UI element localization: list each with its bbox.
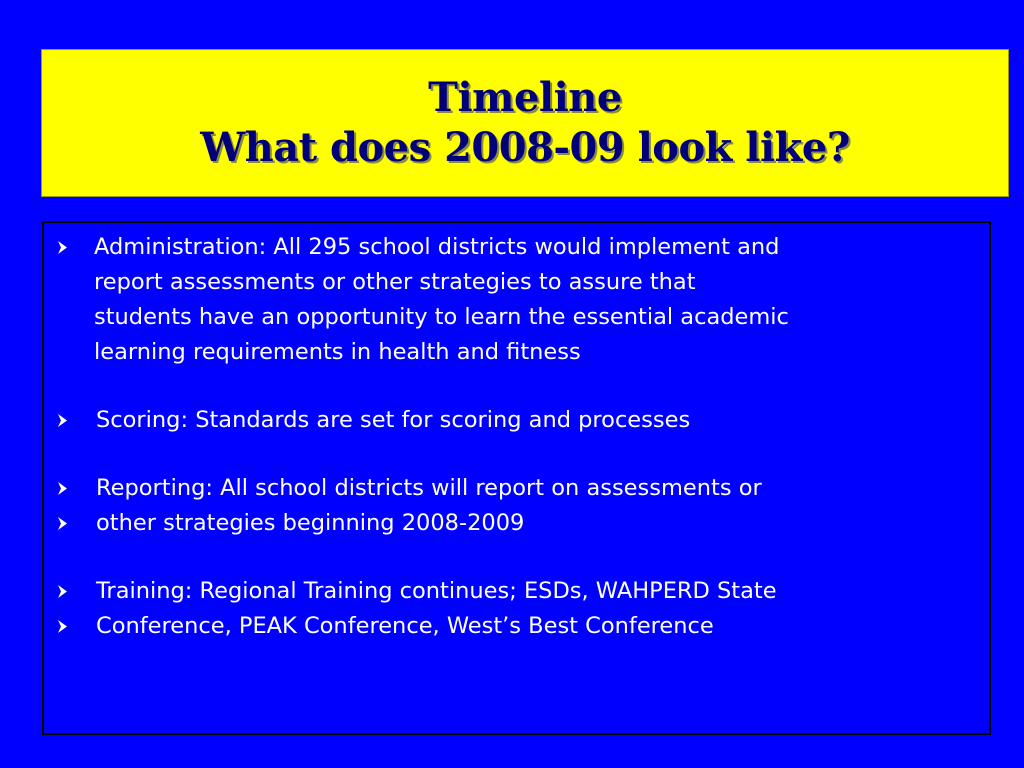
arrow-bullet-icon [56,609,80,644]
bullet-reporting [56,471,986,506]
bullet-reporting-continued [56,506,986,541]
spacer [56,438,986,471]
bullet-text: Training: Regional Training continues; ESDs, WAHPERD State [96,578,777,604]
bullet-text: Administration: All 295 school districts would implement and [94,234,780,260]
slide-subtitle: What does 2008-09 look like? [200,124,850,171]
bullet-training [56,574,986,609]
bullet-text: report assessments or other strategies to assure that [94,269,696,295]
arrow-bullet-icon [56,230,80,265]
bullet-text: students have an opportunity to learn the essential academic [94,304,789,330]
arrow-bullet-icon [56,506,80,541]
content-box [42,221,991,735]
slide-title: Timeline [428,74,622,121]
arrow-bullet-icon [56,574,80,609]
arrow-bullet-icon [56,471,80,506]
spacer [56,541,986,574]
spacer [56,370,986,403]
bullet-training-continued [56,609,986,644]
bullet-text: Scoring: Standards are set for scoring and processes [96,407,691,433]
bullet-administration [56,230,986,370]
bullet-scoring [56,403,986,438]
bullet-text: Conference, PEAK Conference, West’s Best Conference [96,613,714,639]
bullet-text: learning requirements in health and fitness [94,339,581,365]
arrow-bullet-icon [56,403,80,438]
bullet-text: Reporting: All school districts will report on assessments or [96,475,762,501]
bullet-list [56,230,986,644]
title-box [41,49,1009,197]
bullet-text: other strategies beginning 2008-2009 [96,510,525,536]
